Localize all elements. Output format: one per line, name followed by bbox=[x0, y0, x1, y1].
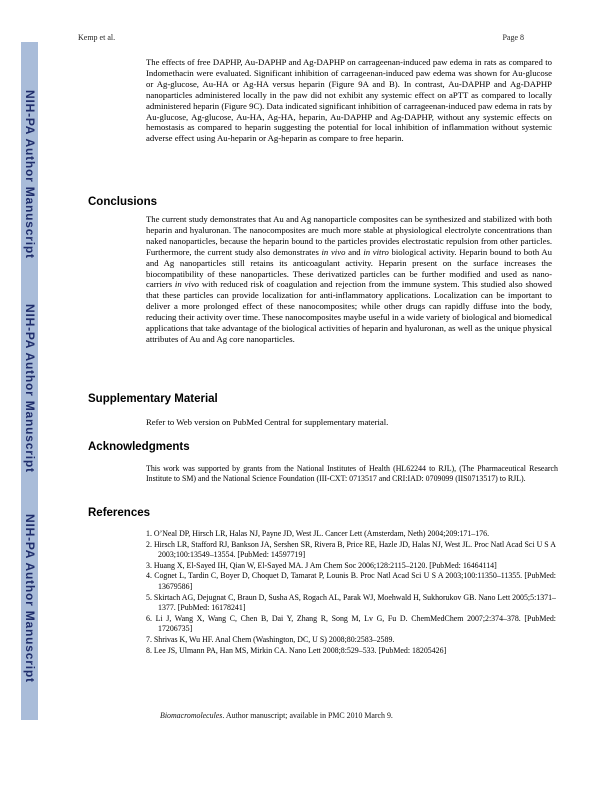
reference-item: 1. O’Neal DP, Hirsch LR, Halas NJ, Payne JD, West JL. Cancer Lett (Amsterdam, Neth) 2004;209:171–176. bbox=[146, 529, 490, 538]
acknowledgments-text: This work was supported by grants from the National Institutes of Health (HL62244 to RJL), (The Pharmaceutical Research Institute to SM) and the National Science Foundation (III-CXT: 0713517 and CRI:IAD: 0709099 (IIS0713517) to RJL). bbox=[146, 464, 558, 483]
nihpa-watermark-label-bottom: NIH-PA Author Manuscript bbox=[23, 514, 37, 683]
section-heading-references: References bbox=[88, 507, 151, 519]
nihpa-watermark-label-top: NIH-PA Author Manuscript bbox=[23, 90, 37, 259]
section-heading-supplementary-material: Supplementary Material bbox=[88, 393, 218, 405]
reference-item: 4. Cognet L, Tardin C, Boyer D, Choquet D, Tamarat P, Lounis B. Proc Natl Acad Sci U S A 2003;100:11350–11355. [PubMed: 13679586] bbox=[146, 571, 556, 591]
reference-item: 5. Skirtach AG, Dejugnat C, Braun D, Susha AS, Rogach AL, Parak WJ, Moehwald H, Sukhorukov GB. Nano Lett 2005;5:1371–1377. [PubMed: 16178241] bbox=[146, 592, 556, 613]
section-heading-acknowledgments: Acknowledgments bbox=[88, 441, 190, 453]
supplementary-text: Refer to Web version on PubMed Central for supplementary material. bbox=[146, 417, 389, 427]
reference-item: 2. Hirsch LR, Stafford RJ, Bankson JA, Sershen SR, Rivera B, Price RE, Hazle JD, Halas NJ, West JL. Proc Natl Acad Sci U S A 2003;100:13549–13554. [PubMed: 14597719] bbox=[146, 539, 556, 560]
conclusions-paragraph: The current study demonstrates that Au and Ag nanoparticle composites can be synthesized and stabilized with both heparin and hyaluronan. The nanocomposites are much more stable at physiological electrolyte concentrations than naked nanoparticles, because the heparin bound to the particles provides electrostatic repulsion from other particles. Furthermore, the current study also demonstrates in vivo and in vitro biological activity. Heparin bound to both Au and Ag nanoparticles still retains its anticoagulant activity. Heparin present on the surface increases the biocompatibility of these nanoparticles. These derivatized particles can be further modified and used as nano-carriers in vivo with reduced risk of coagulation and rejection from the immune system. This studied also showed that these particles can provide localization for anti-inflammatory applications. Localization can be important to deliver a more prolonged effect of these nanocomposites; while other drugs can rapidly diffuse into the body, reducing their activity over time. These nanocomposites maybe useful in a wide variety of biological and biomedical applications that take advantage of the biological activities of heparin and hyaluronan, as well as the unique physical attributes of Au and Ag core nanoparticles. bbox=[146, 214, 553, 344]
section-heading-conclusions: Conclusions bbox=[88, 196, 158, 208]
journal-footer-line: Biomacromolecules. Author manuscript; available in PMC 2010 March 9. bbox=[160, 711, 393, 720]
running-head-page-number: Page 8 bbox=[502, 33, 524, 42]
reference-item: 7. Shrivas K, Wu HF. Anal Chem (Washington, DC, U S) 2008;80:2583–2589. bbox=[146, 634, 395, 644]
reference-item: 6. Li J, Wang X, Wang C, Chen B, Dai Y, Zhang R, Song M, Lv G, Fu D. ChemMedChem 2007;2:374–378. [PubMed: 17206735] bbox=[146, 613, 556, 634]
reference-list bbox=[146, 529, 556, 656]
running-head-author: Kemp et al. bbox=[78, 33, 116, 42]
reference-item: 3. Huang X, El-Sayed IH, Qian W, El-Sayed MA. J Am Chem Soc 2006;128:2115–2120. [PubMed: 16464114] bbox=[146, 560, 497, 570]
reference-item: 8. Lee JS, Ulmann PA, Han MS, Mirkin CA. Nano Lett 2008;8:529–533. [PubMed: 18205426] bbox=[146, 645, 447, 655]
nihpa-watermark-label-middle: NIH-PA Author Manuscript bbox=[23, 304, 37, 473]
nihpa-sidebar-strip bbox=[21, 42, 38, 720]
intro-paragraph: The effects of free DAPHP, Au-DAPHP and Ag-DAPHP on carrageenan-induced paw edema in rats as compared to Indomethacin were evaluated. Significant inhibition of carrageenan-induced paw edema was shown for Au-glucose or Ag-glucose, Au-HA or Ag-HA versus heparin (Figure 9A and B). In contrast, Au-DAPHP and Ag-DAPHP nanoparticles administered locally in the paw did not exhibit any systemic effect on aPTT as compared to locally administered heparin (Figure 9C). Data indicated significant inhibition of carrageenan-induced paw edema in rats by Au-glucose, Ag-glucose, Au-HA, Ag-HA, heparin, Au-DAPHP and Ag-DAPHP, without any systemic effects on hemostasis as compared to heparin suggesting the potential for local inhibition of inflammation without systemic adverse effect using Au-heparin or Ag-heparin as compare to free heparin. bbox=[146, 57, 552, 144]
